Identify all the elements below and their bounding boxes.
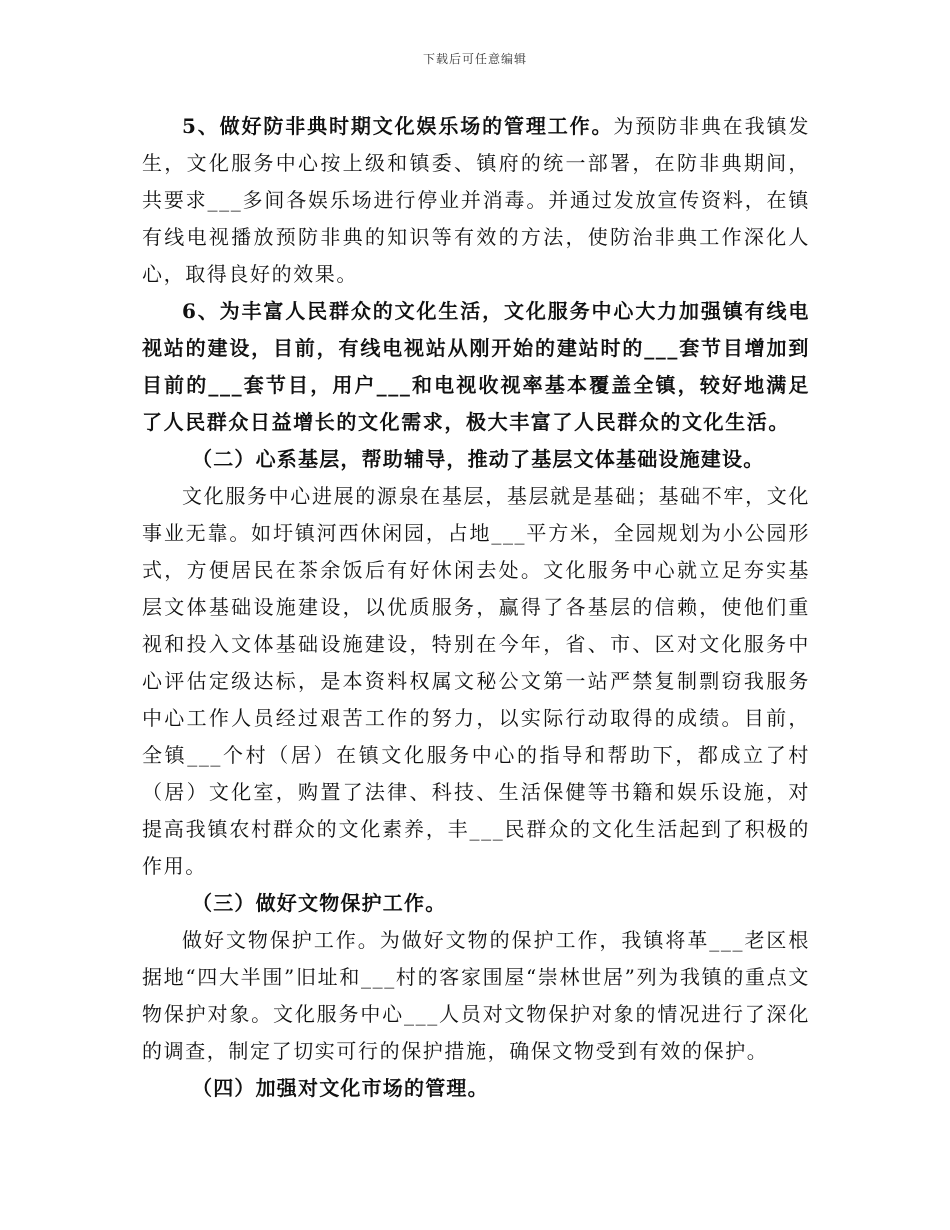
document-body <box>142 108 810 1107</box>
paragraph-5-body: 为预防非典在我镇发生，文化服务中心按上级和镇委、镇府的统一部署，在防非典期间，共要求___多间各娱乐场进行停业并消毒。并通过发放宣传资料，在镇有线电视播放预防非典的知识等有效的方法，使防治非典工作深化人心，取得良好的效果。 <box>142 114 810 286</box>
paragraph-section-3: 做好文物保护工作。为做好文物的保护工作，我镇将革___老区根据地“四大半围”旧址和___村的客家围屋“崇林世居”列为我镇的重点文物保护对象。文化服务中心___人员对文物保护对象的情况进行了深化的调查，制定了切实可行的保护措施，确保文物受到有效的保护。 <box>142 928 810 1063</box>
paragraph-5-lead: 5、做好防非典时期文化娱乐场的管理工作。 <box>182 114 614 138</box>
section-heading-4: （四）加强对文化市场的管理。 <box>192 1076 489 1100</box>
paragraph-5 <box>142 108 810 293</box>
paragraph-section-2: 文化服务中心进展的源泉在基层，基层就是基础；基础不牢，文化事业无靠。如圩镇河西休闲园，占地___平方米，全园规划为小公园形式，方便居民在茶余饭后有好休闲去处。文化服务中心就立足夯实基层文体基础设施建设，以优质服务，赢得了各基层的信赖，使他们重视和投入文体基础设施建设，特别在今年，省、市、区对文化服务中心评估定级达标，是本资料权属文秘公文第一站严禁复制剽窃我服务中心工作人员经过艰苦工作的努力，以实际行动取得的成绩。目前，全镇___个村（居）在镇文化服务中心的指导和帮助下，都成立了村（居）文化室，购置了法律、科技、生活保健等书籍和娱乐设施，对提高我镇农村群众的文化素养，丰___民群众的文化生活起到了积极的作用。 <box>142 484 810 878</box>
section-heading-3: （三）做好文物保护工作。 <box>192 891 447 915</box>
paragraph-6: 6、为丰富人民群众的文化生活，文化服务中心大力加强镇有线电视站的建设，目前，有线电视站从刚开始的建站时的___套节目增加到目前的___套节目，用户___和电视收视率基本覆盖全镇，较好地满足了人民群众日益增长的文化需求，极大丰富了人民群众的文化生活。 <box>142 299 810 434</box>
section-heading-2: （二）心系基层，帮助辅导，推动了基层文体基础设施建设。 <box>192 447 765 471</box>
page-header: 下载后可任意编辑 <box>422 52 527 66</box>
